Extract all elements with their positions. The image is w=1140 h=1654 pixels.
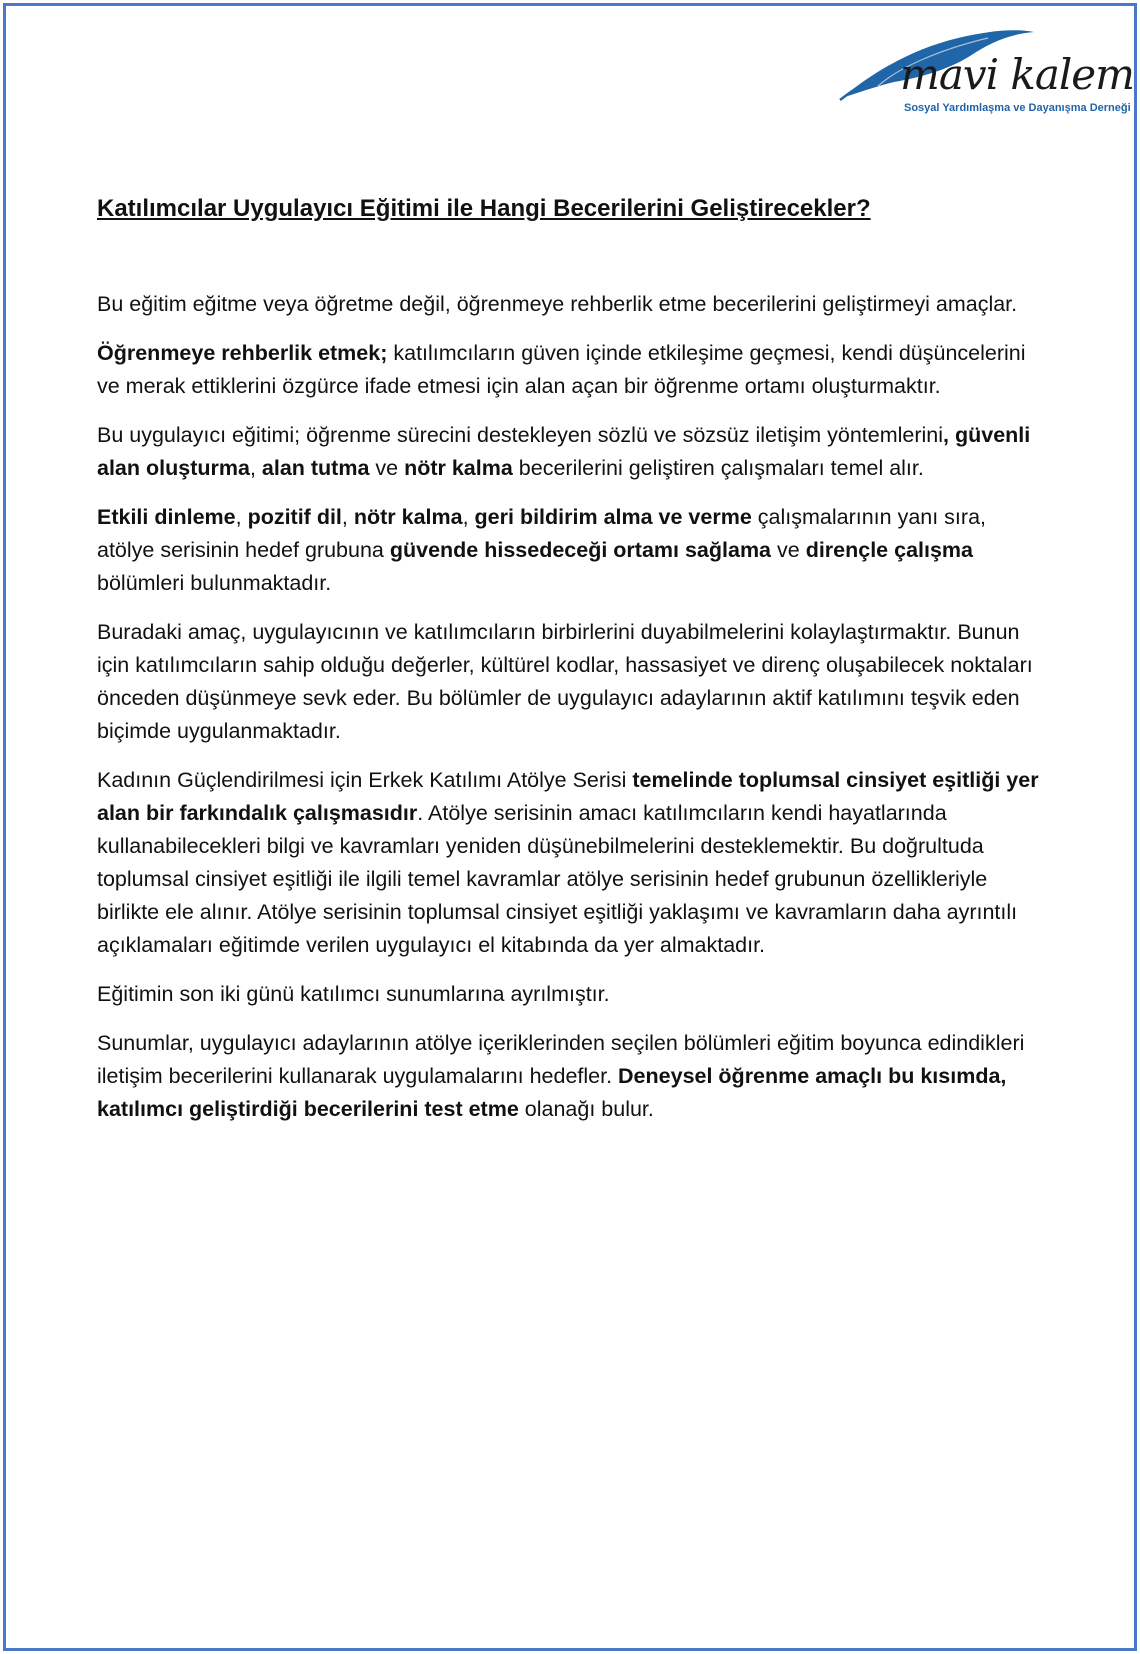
paragraph-intro bbox=[97, 288, 1042, 321]
bold-run: Etkili dinleme bbox=[97, 505, 236, 529]
text-run: çalışmalarının yanı sıra, atölye serisinin hedef grubuna bbox=[97, 505, 986, 562]
text-run: . Atölye serisinin amacı katılımcıların kendi hayatlarında kullanabilecekleri bilgi ve kavramları yeniden düşünebilmelerini desteklemektir. Bu doğrultuda toplumsal cinsiyet eşitliği ile ilgili temel kavramlar atölye serisinin hedef grubunun özellikleriyle birlikte ele alınır. Atölye serisinin toplumsal cinsiyet eşitliği yaklaşımı ve kavramların daha ayrıntılı açıklamaları eğitimde verilen uygulayıcı el kitabında da yer almaktadır. bbox=[97, 801, 1018, 957]
paragraph-presentations bbox=[97, 1027, 1042, 1126]
bold-run: güvende hissedeceği ortamı sağlama bbox=[389, 538, 772, 562]
text-run: , bbox=[249, 456, 262, 480]
text-run: katılımcıların güven içinde etkileşime geçmesi, kendi düşüncelerini ve merak ettiklerini özgürce ifade etmesi için alan açan bir öğrenme ortamı oluşturmaktır. bbox=[97, 341, 1026, 398]
bold-run: nötr kalma bbox=[353, 505, 463, 529]
text-run: becerilerini geliştiren çalışmaları temel alır. bbox=[512, 456, 924, 480]
brand-logo bbox=[838, 26, 1134, 122]
text-run: , bbox=[341, 505, 354, 529]
page-title: Katılımcılar Uygulayıcı Eğitimi ile Hangi Becerilerini Geliştirecekler? bbox=[97, 195, 871, 222]
bold-run: Öğrenmeye rehberlik etmek; bbox=[97, 341, 388, 365]
paragraph-workshop bbox=[97, 764, 1042, 962]
bold-run: dirençle çalışma bbox=[805, 538, 974, 562]
document-body bbox=[97, 192, 1042, 1142]
bold-run: Deneysel öğrenme amaçlı bu kısımda, katılımcı geliştirdiği becerilerini test etme bbox=[97, 1064, 1007, 1121]
text-run: ve bbox=[771, 538, 806, 562]
bold-run: nötr kalma bbox=[404, 456, 513, 480]
text-run: , bbox=[235, 505, 248, 529]
text-run: Sunumlar, uygulayıcı adaylarının atölye içeriklerinden seçilen bölümleri eğitim boyunca edindikleri iletişim becerilerini kullanarak uygulamalarını hedefler. bbox=[97, 1031, 1025, 1088]
bold-run: pozitif dil bbox=[247, 505, 342, 529]
text-run: Eğitimin son iki günü katılımcı sunumlarına ayrılmıştır. bbox=[97, 982, 610, 1006]
bold-run: alan tutma bbox=[261, 456, 370, 480]
paragraph-training bbox=[97, 419, 1042, 485]
bold-run: geri bildirim alma ve verme bbox=[474, 505, 752, 529]
bold-run: temelinde toplumsal cinsiyet eşitliği yer alan bir farkındalık çalışmasıdır bbox=[97, 768, 1039, 825]
text-run: Buradaki amaç, uygulayıcının ve katılımcıların birbirlerini duyabilmelerini kolaylaştırmaktır. Bunun için katılımcıların sahip olduğu değerler, kültürel kodlar, hassasiyet ve direnç oluşabilecek noktaları önceden düşünmeye sevk eder. Bu bölümler de uygulayıcı adaylarının aktif katılımını teşvik eden biçimde uygulanmaktadır. bbox=[97, 620, 1033, 743]
text-run: , bbox=[462, 505, 475, 529]
text-run: Bu eğitim eğitme veya öğretme değil, öğrenmeye rehberlik etme becerilerini geliştirmeyi amaçlar. bbox=[97, 292, 1018, 316]
text-run: ve bbox=[369, 456, 405, 480]
text-run: olanağı bulur. bbox=[518, 1097, 654, 1121]
brand-tagline: Sosyal Yardımlaşma ve Dayanışma Derneği bbox=[904, 102, 1131, 114]
paragraph-guidance bbox=[97, 337, 1042, 403]
paragraph-purpose bbox=[97, 616, 1042, 748]
text-run: Kadının Güçlendirilmesi için Erkek Katılımı Atölye Serisi bbox=[97, 768, 633, 792]
bold-run: , güvenli alan oluşturma bbox=[97, 423, 1031, 480]
paragraph-presentations-days bbox=[97, 978, 1042, 1011]
text-run: Bu uygulayıcı eğitimi; öğrenme sürecini destekleyen sözlü ve sözsüz iletişim yöntemlerini bbox=[97, 423, 944, 447]
paragraph-skills bbox=[97, 501, 1042, 600]
brand-name: mavi kalem bbox=[900, 50, 1134, 99]
text-run: bölümleri bulunmaktadır. bbox=[97, 571, 332, 595]
